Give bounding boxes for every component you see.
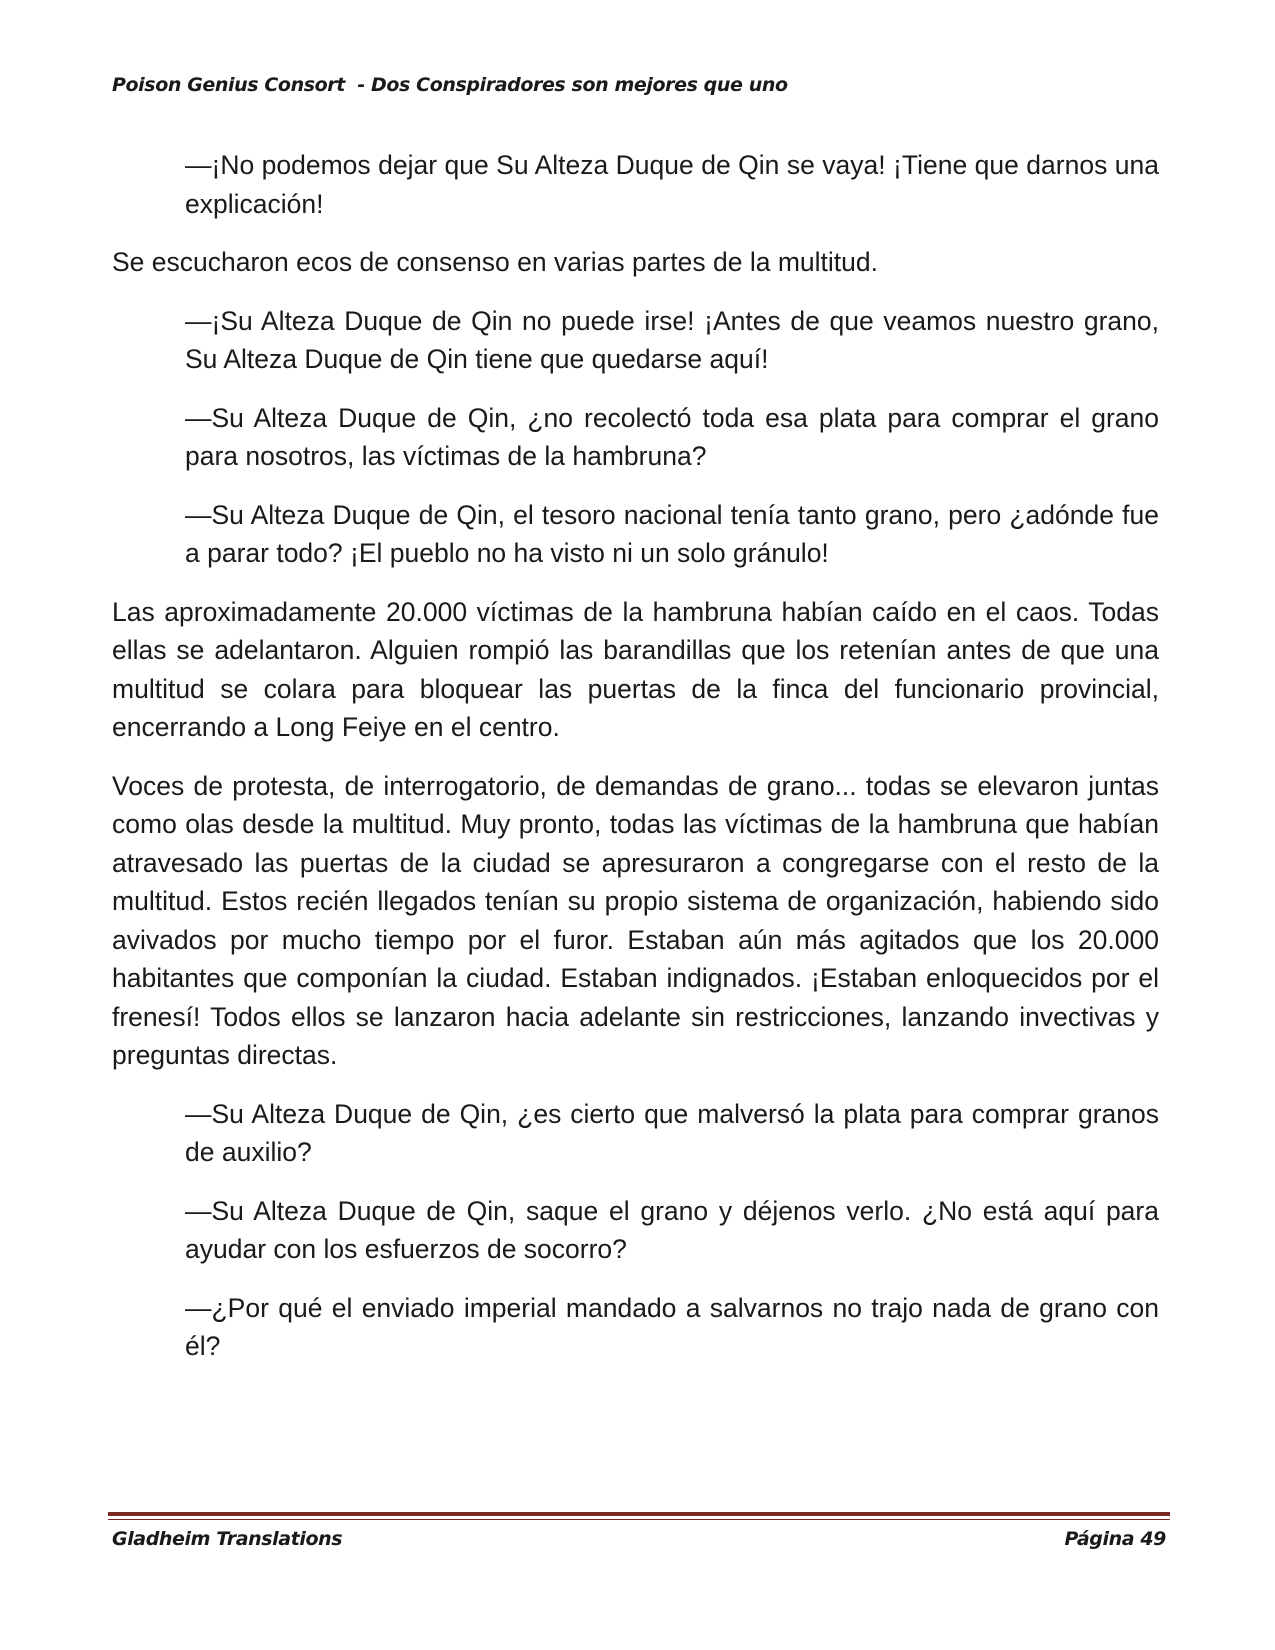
document-body xyxy=(112,146,1159,1386)
paragraph-narration: Voces de protesta, de interrogatorio, de demandas de grano... todas se elevaron juntas como olas desde la multitud. Muy pronto, todas las víctimas de la hambruna que habían atravesado las puertas de la ciudad se apresuraron a congregarse con el resto de la multitud. Estos recién llegados tenían su propio sistema de organización, habiendo sido avivados por mucho tiempo por el furor. Estaban aún más agitados que los 20.000 habitantes que componían la ciudad. Estaban indignados. ¡Estaban enloquecidos por el frenesí! Todos ellos se lanzaron hacia adelante sin restricciones, lanzando invectivas y preguntas directas. xyxy=(112,770,1159,1070)
footer-page-number: Página 49 xyxy=(1064,1528,1166,1550)
footer-rule-thick xyxy=(108,1512,1170,1516)
paragraph-dialogue: —Su Alteza Duque de Qin, el tesoro nacional tenía tanto grano, pero ¿adónde fue a parar todo? ¡El pueblo no ha visto ni un solo gránulo! xyxy=(185,499,1159,568)
paragraph-narration: Las aproximadamente 20.000 víctimas de la hambruna habían caído en el caos. Todas ellas se adelantaron. Alguien rompió las barandillas que los retenían antes de que una multitud se colara para bloquear las puertas de la finca del funcionario provincial, encerrando a Long Feiye en el centro. xyxy=(112,596,1159,742)
paragraph-dialogue: —Su Alteza Duque de Qin, saque el grano y déjenos verlo. ¿No está aquí para ayudar con los esfuerzos de socorro? xyxy=(185,1195,1159,1264)
paragraph-dialogue: —Su Alteza Duque de Qin, ¿es cierto que malversó la plata para comprar granos de auxilio? xyxy=(185,1098,1159,1167)
footer-rule-thin xyxy=(108,1519,1170,1520)
paragraph-narration: Se escucharon ecos de consenso en varias partes de la multitud. xyxy=(112,247,879,277)
paragraph-dialogue: —¡No podemos dejar que Su Alteza Duque de Qin se vaya! ¡Tiene que darnos una explicación! xyxy=(185,150,1159,219)
page-header-title: Poison Genius Consort - Dos Conspiradores son mejores que uno xyxy=(112,74,788,96)
footer-translator-name: Gladheim Translations xyxy=(112,1528,343,1550)
paragraph-dialogue: —Su Alteza Duque de Qin, ¿no recolectó toda esa plata para comprar el grano para nosotros, las víctimas de la hambruna? xyxy=(185,402,1159,471)
paragraph-dialogue: —¿Por qué el enviado imperial mandado a salvarnos no trajo nada de grano con él? xyxy=(185,1292,1159,1361)
paragraph-dialogue: —¡Su Alteza Duque de Qin no puede irse! ¡Antes de que veamos nuestro grano, Su Alteza Duque de Qin tiene que quedarse aquí! xyxy=(185,305,1159,374)
